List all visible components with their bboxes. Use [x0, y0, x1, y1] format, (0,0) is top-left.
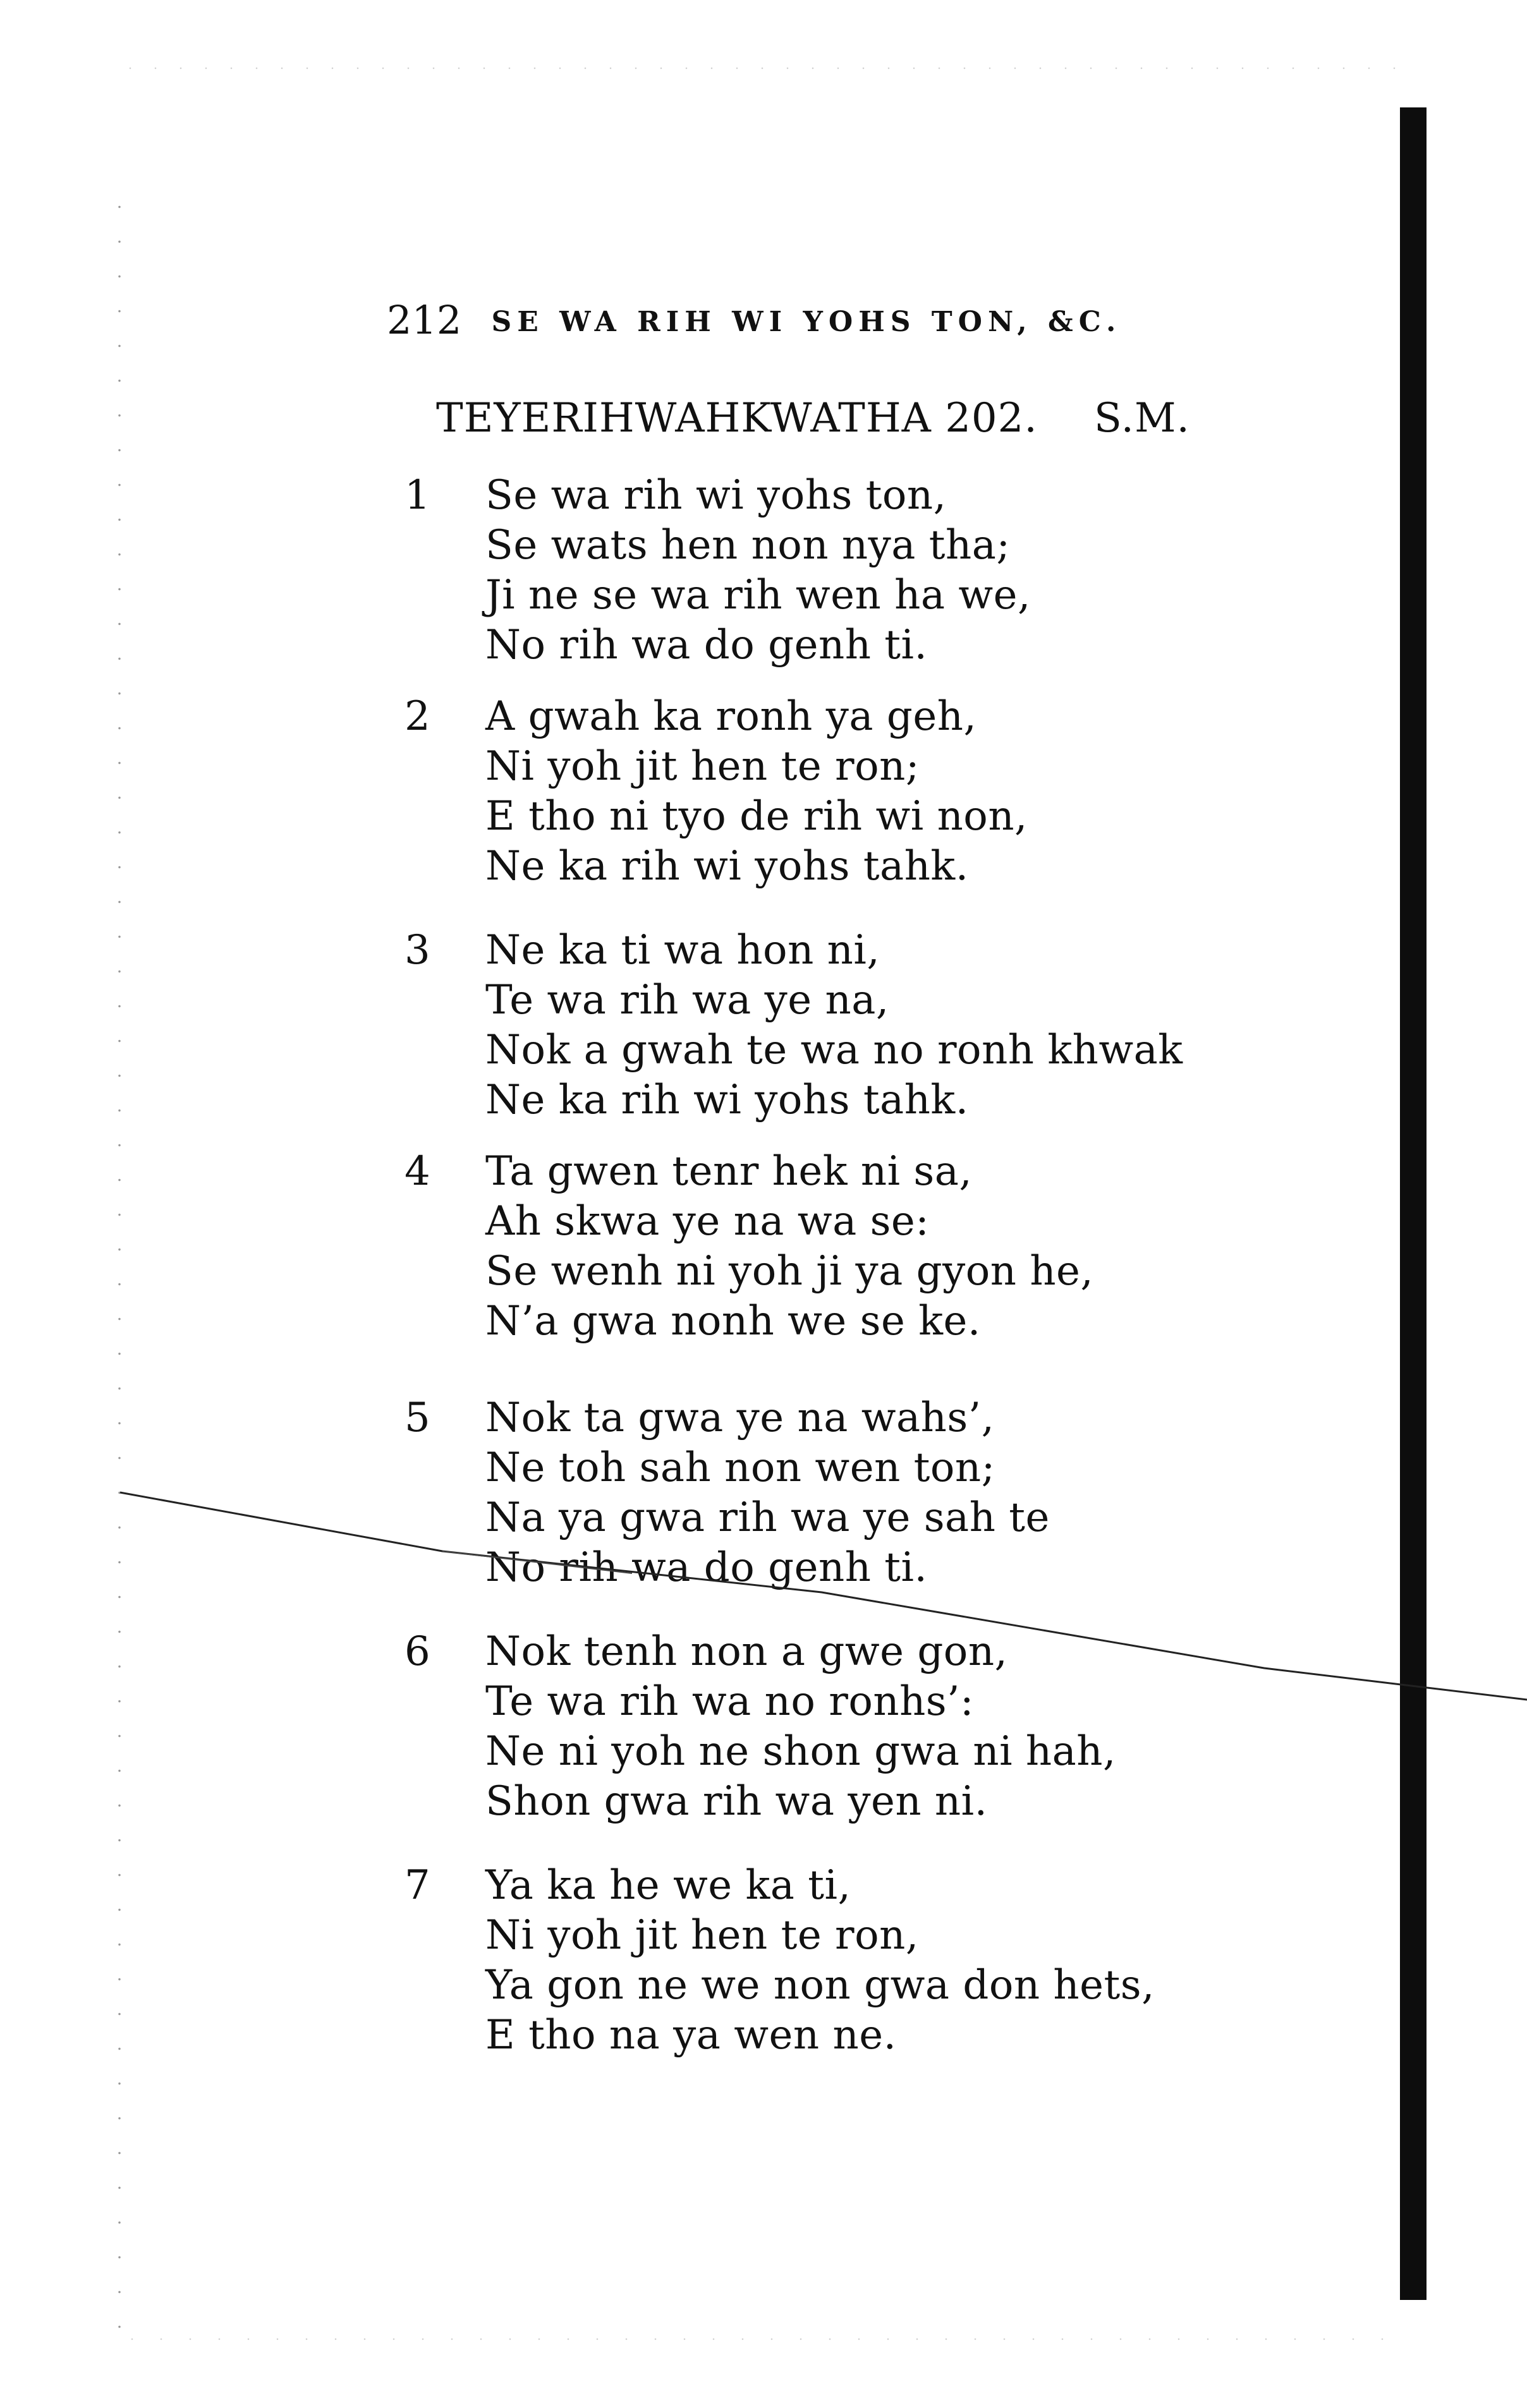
verse-line: No rih wa do genh ti. — [485, 1544, 928, 1591]
verse-line: Ne ka rih wi yohs tahk. — [485, 843, 969, 890]
stanza-number: 7 — [405, 1862, 430, 1909]
verse-line: Se wenh ni yoh ji ya gyon he, — [485, 1248, 1094, 1295]
verse-line: Nok ta gwa ye na wahs’, — [485, 1395, 995, 1441]
verse-line: Ya ka he we ka ti, — [485, 1862, 851, 1909]
top-margin-specks — [118, 67, 1407, 70]
scan-binding-edge — [1400, 107, 1427, 2300]
verse-line: Ne toh sah non wen ton; — [485, 1444, 995, 1491]
running-header — [387, 297, 1272, 354]
stanza-number: 3 — [405, 927, 430, 974]
running-title: SE WA RIH WI YOHS TON, &C. — [491, 306, 1122, 338]
bottom-margin-specks — [118, 2338, 1407, 2340]
page-number: 212 — [387, 297, 462, 343]
tune-name: TEYERIHWAHKWATHA 202. — [436, 395, 1038, 442]
verse-line: E tho na ya wen ne. — [485, 2012, 897, 2059]
verse-line: Te wa rih wa ye na, — [485, 977, 889, 1024]
verse-line: Ta gwen tenr hek ni sa, — [485, 1148, 973, 1195]
stanza-number: 5 — [405, 1395, 430, 1441]
verse-line: Ne ka rih wi yohs tahk. — [485, 1077, 969, 1123]
verse-line: E tho ni tyo de rih wi non, — [485, 793, 1028, 840]
verse-line: Ji ne se wa rih wen ha we, — [485, 572, 1031, 619]
stanza-number: 6 — [405, 1628, 430, 1675]
hymn-heading — [436, 395, 1321, 452]
verse-line: Nok tenh non a gwe gon, — [485, 1628, 1008, 1675]
verse-line: A gwah ka ronh ya geh, — [485, 693, 977, 740]
verse-line: Ni yoh jit hen te ron, — [485, 1912, 919, 1959]
verse-line: Ah skwa ye na wa se: — [485, 1198, 930, 1245]
verse-line: Ne ka ti wa hon ni, — [485, 927, 880, 974]
verse-line: No rih wa do genh ti. — [485, 622, 928, 669]
stanza-number: 4 — [405, 1148, 430, 1195]
verse-line: N’a gwa nonh we se ke. — [485, 1298, 981, 1345]
verse-line: Se wats hen non nya tha; — [485, 522, 1011, 569]
stanza-number: 2 — [405, 693, 430, 740]
verse-line: Nok a gwah te wa no ronh khwak — [485, 1027, 1183, 1074]
left-margin-specks — [118, 190, 121, 2338]
stanza-number: 1 — [405, 472, 430, 519]
verse-line: Te wa rih wa no ronhs’: — [485, 1678, 975, 1725]
meter: S.M. — [1094, 395, 1190, 442]
verse-line: Ni yoh jit hen te ron; — [485, 743, 920, 790]
verse-line: Se wa rih wi yohs ton, — [485, 472, 947, 519]
verse-line: Ne ni yoh ne shon gwa ni hah, — [485, 1728, 1116, 1775]
verse-line: Shon gwa rih wa yen ni. — [485, 1778, 988, 1825]
verse-line: Ya gon ne we non gwa don hets, — [485, 1962, 1155, 2009]
verse-line: Na ya gwa rih wa ye sah te — [485, 1494, 1050, 1541]
